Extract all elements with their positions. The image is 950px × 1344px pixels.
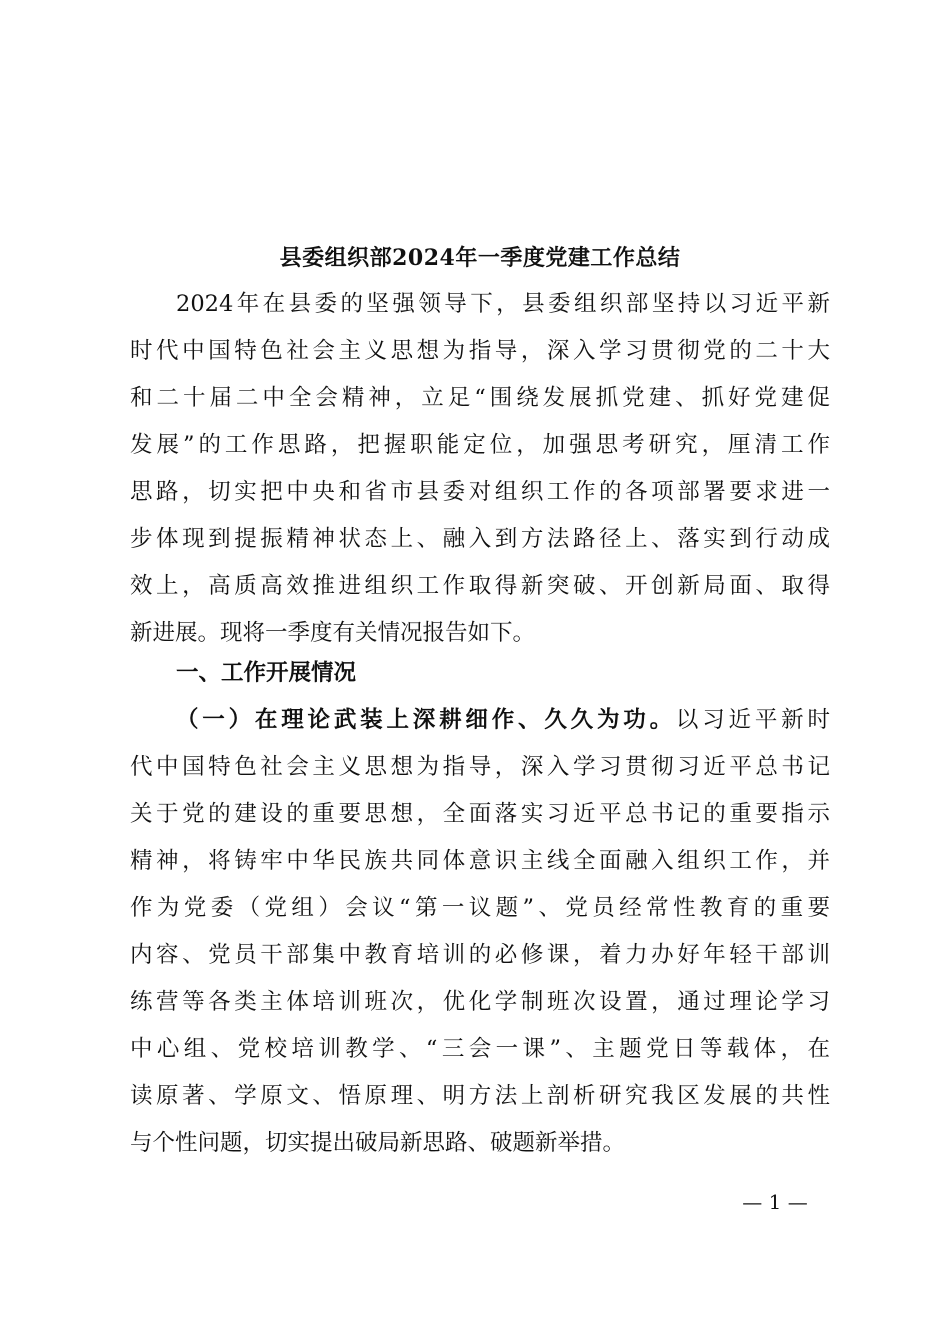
section-heading: 一、工作开展情况 — [176, 660, 357, 686]
paragraph-line-rest: 以习近平新时 — [675, 707, 830, 733]
paragraph-line: 代中国特色社会主义思想为指导，深入学习贯彻习近平总书记 — [130, 754, 830, 780]
paragraph-line: 步体现到提振精神状态上、融入到方法路径上、落实到行动成 — [130, 526, 830, 552]
paragraph-line: 关于党的建设的重要思想，全面落实习近平总书记的重要指示 — [130, 801, 830, 827]
paragraph-line: 与个性问题，切实提出破局新思路、破题新举措。 — [130, 1130, 626, 1156]
intro-paragraph — [130, 281, 830, 657]
paragraph-line: 内容、党员干部集中教育培训的必修课，着力办好年轻干部训 — [130, 942, 830, 968]
paragraph-line: 作为党委（党组）会议“第一议题”、党员经常性教育的重要 — [130, 895, 830, 921]
subsection-paragraph — [130, 697, 830, 1167]
paragraph-line: 读原著、学原文、悟原理、明方法上剖析研究我区发展的共性 — [130, 1083, 830, 1109]
subsection-lead: （一）在理论武装上深耕细作、久久为功。 — [176, 707, 676, 733]
paragraph-line: 效上，高质高效推进组织工作取得新突破、开创新局面、取得 — [130, 573, 830, 599]
paragraph-line: 时代中国特色社会主义思想为指导，深入学习贯彻党的二十大 — [130, 338, 830, 364]
document-title: 县委组织部2024年一季度党建工作总结 — [279, 245, 681, 271]
page-number: — 1 — — [742, 1190, 808, 1214]
paragraph-line: 发展”的工作思路，把握职能定位，加强思考研究，厘清工作 — [130, 432, 830, 458]
paragraph-line: 和二十届二中全会精神，立足“围绕发展抓党建、抓好党建促 — [130, 385, 830, 411]
paragraph-line: 思路，切实把中央和省市县委对组织工作的各项部署要求进一 — [130, 479, 830, 505]
paragraph-line: 新进展。现将一季度有关情况报告如下。 — [130, 620, 536, 646]
paragraph-first-line — [130, 697, 830, 744]
paragraph-line: 精神，将铸牢中华民族共同体意识主线全面融入组织工作，并 — [130, 848, 830, 874]
paragraph-line: 2024年在县委的坚强领导下，县委组织部坚持以习近平新 — [176, 291, 830, 317]
paragraph-line: 练营等各类主体培训班次，优化学制班次设置，通过理论学习 — [130, 989, 830, 1015]
paragraph-line: 中心组、党校培训教学、“三会一课”、主题党日等载体，在 — [130, 1036, 830, 1062]
